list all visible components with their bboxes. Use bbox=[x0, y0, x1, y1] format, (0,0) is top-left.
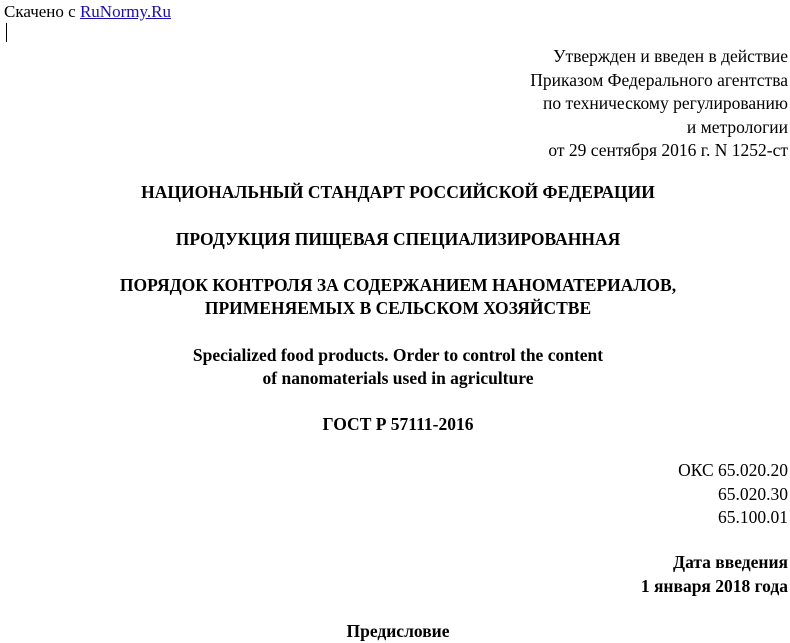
title-line: ПОРЯДОК КОНТРОЛЯ ЗА СОДЕРЖАНИЕМ НАНОМАТЕРИАЛОВ, bbox=[119, 275, 677, 295]
title-line: ПРИМЕНЯЕМЫХ В СЕЛЬСКОМ ХОЗЯЙСТВЕ bbox=[204, 298, 592, 318]
approval-block bbox=[530, 45, 788, 163]
oks-line: 65.020.30 bbox=[718, 483, 788, 504]
oks-block bbox=[678, 459, 788, 530]
oks-line: 65.100.01 bbox=[718, 507, 788, 527]
source-prefix: Скачено с bbox=[4, 2, 80, 21]
preface-heading: Предисловие bbox=[346, 621, 450, 641]
intro-date-label: Дата введения bbox=[673, 552, 788, 572]
approval-line: и метрологии bbox=[686, 116, 788, 137]
english-title bbox=[0, 344, 790, 390]
approval-line: от 29 сентября 2016 г. N 1252-ст bbox=[548, 140, 788, 160]
english-title-line: of nanomaterials used in agriculture bbox=[262, 368, 534, 388]
product-heading: ПРОДУКЦИЯ ПИЩЕВАЯ СПЕЦИАЛИЗИРОВАННАЯ bbox=[175, 229, 621, 249]
approval-line: по техническому регулированию bbox=[542, 93, 788, 113]
english-title-line: Specialized food products. Order to control the content bbox=[192, 345, 604, 365]
oks-line: ОКС 65.020.20 bbox=[678, 460, 788, 480]
intro-date-value: 1 января 2018 года bbox=[640, 575, 788, 596]
source-link[interactable]: RuNormy.Ru bbox=[79, 2, 171, 21]
text-cursor bbox=[6, 23, 7, 42]
approval-line: Утвержден и введен в действие bbox=[553, 46, 788, 66]
source-line bbox=[4, 2, 171, 22]
document-title bbox=[0, 274, 790, 320]
intro-date-block bbox=[641, 551, 788, 598]
standard-type-heading: НАЦИОНАЛЬНЫЙ СТАНДАРТ РОССИЙСКОЙ ФЕДЕРАЦИИ bbox=[141, 182, 655, 202]
standard-code: ГОСТ Р 57111-2016 bbox=[322, 414, 474, 434]
approval-line: Приказом Федерального агентства bbox=[530, 69, 788, 90]
